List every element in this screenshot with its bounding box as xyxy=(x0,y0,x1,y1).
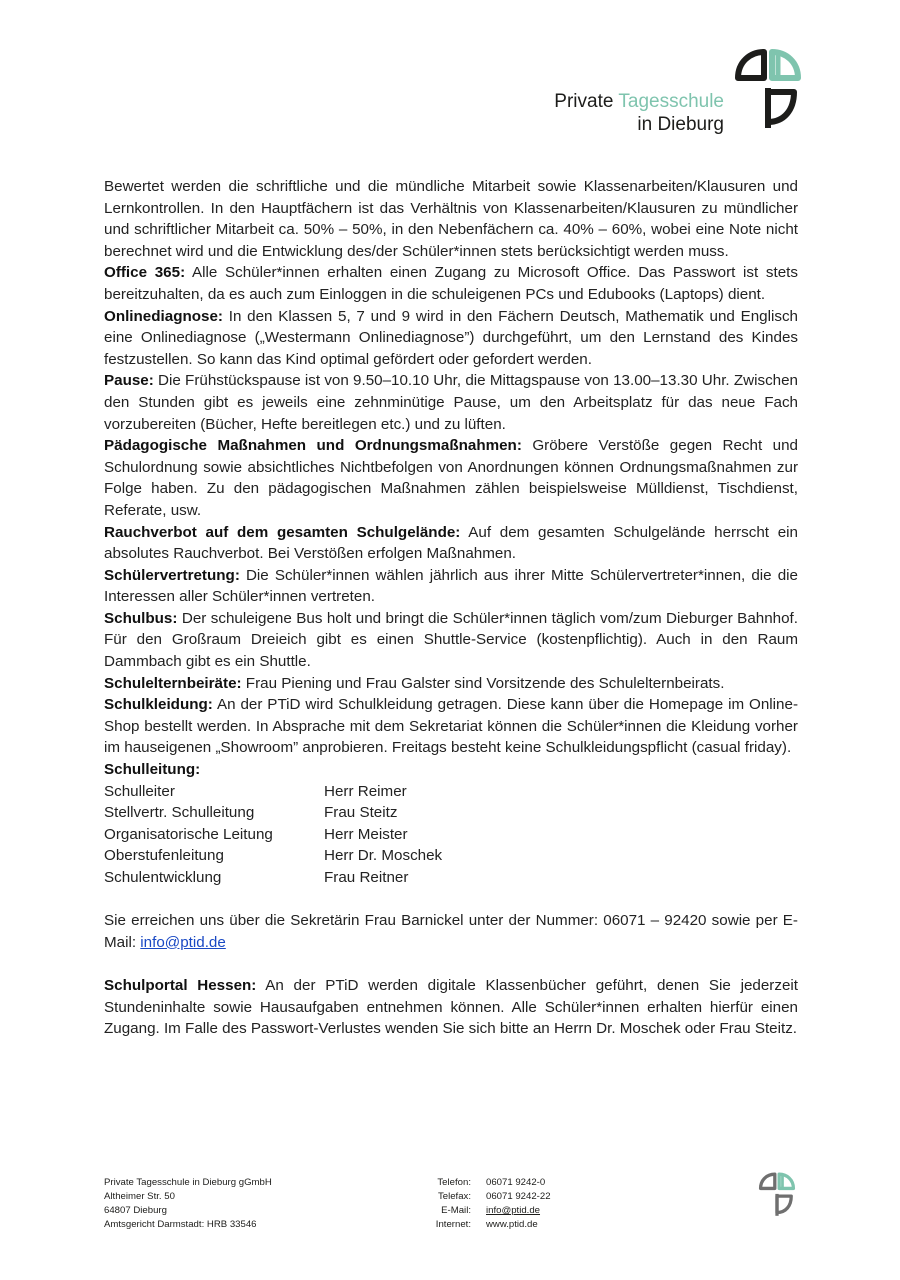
text-office: Alle Schüler*innen erhalten einen Zugang zu Microsoft Office. Das Passwort ist stets bereitzuhalten, da es auch zum Einloggen in die schuleigenen PCs und Edubooks (Laptops) dient. xyxy=(104,264,798,303)
paragraph-bewertung: Bewertet werden die schriftliche und die mündliche Mitarbeit sowie Klassenarbeiten/Klausuren und Lernkontrollen. In den Hauptfächern ist das Verhältnis von Klassenarbeiten/Klausuren zu mündlicher und schriftlicher Mitarbeit ca. 50% – 50%, in den Nebenfächern ca. 40% – 60%, wobei eine Note nicht berechnet wird und die Entwicklung des/der Schüler*innen stets berücksichtigt werden muss. xyxy=(104,178,798,260)
footer-street: Altheimer Str. 50 xyxy=(104,1191,175,1202)
paragraph-schulleitung xyxy=(104,759,798,781)
paragraph-pause xyxy=(104,370,798,435)
schulleitung-person: Herr Meister xyxy=(324,825,408,843)
school-logo xyxy=(524,48,804,138)
paragraph-schulkleidung xyxy=(104,694,798,759)
text-contact: Sie erreichen uns über die Sekretärin Frau Barnickel unter der Nummer: 06071 – 92420 sowie per E-Mail: xyxy=(104,912,798,951)
footer-internet: www.ptid.de xyxy=(486,1219,538,1230)
footer-city: 64807 Dieburg xyxy=(104,1205,167,1216)
contact-email-link[interactable]: info@ptid.de xyxy=(140,933,226,951)
ptid-logo-icon xyxy=(732,48,804,132)
schulleitung-person: Frau Steitz xyxy=(324,804,398,822)
heading-onlinediagnose: Onlinediagnose: xyxy=(104,307,223,325)
schulleitung-row xyxy=(104,845,442,867)
paragraph-onlinediagnose xyxy=(104,306,798,371)
footer-telefon-label: Telefon: xyxy=(437,1177,471,1188)
logo-wordmark xyxy=(554,90,724,136)
footer-email-link[interactable]: info@ptid.de xyxy=(486,1205,541,1216)
schulleitung-row xyxy=(104,867,442,889)
text-onlinediagnose: In den Klassen 5, 7 und 9 wird in den Fächern Deutsch, Mathematik und Englisch eine Onlinediagnose („Westermann Onlinediagnose”) durchgeführt, um den Lernstand des Kindes festzustellen. So kann das Kind optimal gefördert oder gefordert werden. xyxy=(104,307,798,368)
text-paedagogische-massnahmen: Gröbere Verstöße gegen Recht und Schulordnung sowie absichtliches Nichtbefolgen von Anordnungen können Ordnungsmaßnahmen zur Folge haben. Zu den pädagogischen Maßnahmen zählen beispielsweise Mülldienst, Tischdienst, Referate, usw. xyxy=(104,437,798,519)
paragraph-schulportal xyxy=(104,975,798,1040)
paragraph-office xyxy=(104,262,798,305)
paragraph-contact xyxy=(104,910,798,953)
footer-address xyxy=(104,1176,364,1232)
text-schulbus: Der schuleigene Bus holt und bringt die Schüler*innen täglich vom/zum Dieburger Bahnhof. Für den Großraum Dreieich gibt es einen Shuttle-Service (kostenpflichtig). Auch in den Raum Dammbach gibt es ein Shuttle. xyxy=(104,609,798,671)
paragraph-schuelervertretung xyxy=(104,565,798,608)
paragraph-schulbus xyxy=(104,608,798,673)
heading-rauchverbot: Rauchverbot auf dem gesamten Schulgelände: xyxy=(104,523,461,541)
text-schuelervertretung: Die Schüler*innen wählen jährlich aus ihrer Mitte Schülervertreter*innen, die die Interessen aller Schüler*innen vertreten. xyxy=(104,566,798,606)
heading-schulportal: Schulportal Hessen: xyxy=(104,976,257,994)
page-footer xyxy=(104,1176,804,1236)
heading-schuelervertretung: Schülervertretung: xyxy=(104,566,240,584)
schulleitung-row xyxy=(104,781,442,803)
footer-email-label: E-Mail: xyxy=(441,1205,471,1216)
text-schulportal: An der PTiD werden digitale Klassenbücher geführt, denen Sie jederzeit Stundeninhalte sowie Hausaufgaben entnehmen können. Alle Schüler*innen erhalten hierfür einen Zugang. Im Falle des Passwort-Verlustes wenden Sie sich bitte an Herrn Dr. Moschek oder Frau Steitz. xyxy=(104,976,798,1038)
schulleitung-role: Schulleiter xyxy=(104,782,175,800)
paragraph-rauchverbot xyxy=(104,522,798,565)
logo-line1-accent: Tagesschule xyxy=(618,91,724,112)
paragraph-paedagogische-massnahmen xyxy=(104,435,798,521)
footer-register: Amtsgericht Darmstadt: HRB 33546 xyxy=(104,1219,257,1230)
schulleitung-row xyxy=(104,802,442,824)
schulleitung-person: Herr Reimer xyxy=(324,782,407,800)
footer-internet-label: Internet: xyxy=(435,1219,471,1230)
logo-line1-plain: Private xyxy=(554,91,619,112)
footer-telefax: 06071 9242-22 xyxy=(486,1191,551,1202)
document-body xyxy=(104,176,798,1040)
heading-paedagogische-massnahmen: Pädagogische Maßnahmen und Ordnungsmaßnahmen: xyxy=(104,437,522,455)
logo-line2: in Dieburg xyxy=(637,114,724,135)
schulleitung-person: Herr Dr. Moschek xyxy=(324,847,443,865)
footer-ptid-logo-icon xyxy=(754,1172,800,1218)
heading-schulleitung: Schulleitung: xyxy=(104,761,201,779)
text-rauchverbot: Auf dem gesamten Schulgelände herrscht ein absolutes Rauchverbot. Bei Verstößen erfolgen Maßnahmen. xyxy=(104,523,798,563)
text-schulelternbeiraete: Frau Piening und Frau Galster sind Vorsitzende des Schulelternbeirats. xyxy=(241,674,725,692)
heading-schulkleidung: Schulkleidung: xyxy=(104,696,213,714)
footer-contact xyxy=(417,1176,551,1232)
footer-telefax-label: Telefax: xyxy=(437,1191,471,1202)
heading-schulelternbeiraete: Schulelternbeiräte: xyxy=(104,674,242,692)
text-pause: Die Frühstückspause ist von 9.50–10.10 Uhr, die Mittagspause von 13.00–13.30 Uhr. Zwischen den Stunden gibt es jeweils eine zehnminütige Pause, um den Arbeitsplatz für das neue Fach vorzubereiten (Bücher, Hefte bereitlegen etc.) und zu lüften. xyxy=(104,372,798,433)
footer-company: Private Tagesschule in Dieburg gGmbH xyxy=(104,1177,272,1188)
paragraph-schulelternbeiraete xyxy=(104,673,798,695)
schulleitung-row xyxy=(104,824,442,846)
heading-schulbus: Schulbus: xyxy=(104,609,178,627)
schulleitung-person: Frau Reitner xyxy=(324,869,409,886)
footer-telefon: 06071 9242-0 xyxy=(486,1177,546,1188)
schulleitung-table xyxy=(104,781,442,889)
text-schulkleidung: An der PTiD wird Schulkleidung getragen. Diese kann über die Homepage im Online-Shop bestellt werden. In Absprache mit dem Sekretariat können die Schüler*innen die Kleidung vorher im hauseigenen „Showroom” anprobieren. Freitags besteht keine Schulkleidungspflicht (casual friday). xyxy=(104,696,798,757)
heading-pause: Pause: xyxy=(104,372,154,390)
heading-office: Office 365: xyxy=(104,264,186,282)
schulleitung-role: Stellvertr. Schulleitung xyxy=(104,804,255,822)
schulleitung-role: Oberstufenleitung xyxy=(104,847,224,865)
schulleitung-role: Organisatorische Leitung xyxy=(104,825,273,843)
schulleitung-role: Schulentwicklung xyxy=(104,869,222,886)
